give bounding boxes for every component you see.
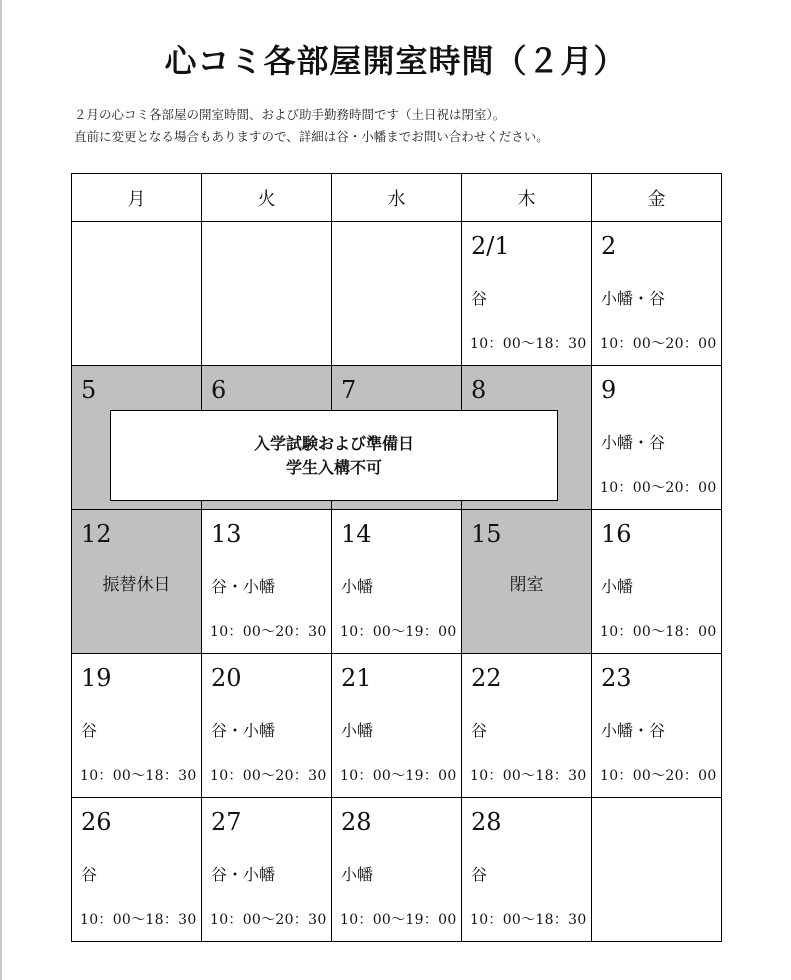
day-number: 27 <box>211 808 242 836</box>
day-number: 14 <box>341 520 372 548</box>
day-cell-empty <box>592 798 722 942</box>
day-cell <box>592 510 722 654</box>
day-number: 21 <box>341 664 372 692</box>
calendar-table <box>71 173 722 942</box>
day-cell <box>332 654 462 798</box>
week-row <box>72 654 722 798</box>
open-hours: 10：00〜18：30 <box>470 336 587 352</box>
day-cell <box>592 222 722 366</box>
week-row <box>72 510 722 654</box>
day-cell <box>592 366 722 510</box>
staff-names: 小幡・谷 <box>601 289 666 308</box>
exam-notice-line: 入学試験および準備日 <box>253 433 414 453</box>
staff-names: 小幡・谷 <box>601 721 666 740</box>
day-cell <box>202 654 332 798</box>
open-hours: 10：00〜18：00 <box>600 624 717 640</box>
open-hours: 10：00〜20：30 <box>210 768 327 784</box>
day-number: 2/1 <box>471 232 510 260</box>
day-cell <box>462 222 592 366</box>
staff-names: 谷 <box>81 865 98 884</box>
day-cell <box>72 798 202 942</box>
staff-names: 谷・小幡 <box>211 865 276 884</box>
day-number: 28 <box>471 808 502 836</box>
intro-text <box>74 104 549 148</box>
open-hours: 10：00〜20：00 <box>600 336 717 352</box>
day-number: 5 <box>81 376 97 404</box>
exam-notice-box <box>110 410 558 501</box>
open-hours: 10：00〜18：30 <box>80 768 197 784</box>
open-hours: 10：00〜19：00 <box>340 624 457 640</box>
day-number: 9 <box>601 376 617 404</box>
day-cell-empty <box>332 222 462 366</box>
day-cell <box>462 798 592 942</box>
day-number: 6 <box>211 376 227 404</box>
staff-names: 谷 <box>471 721 488 740</box>
day-number: 15 <box>471 520 502 548</box>
open-hours: 10：00〜19：00 <box>340 912 457 928</box>
day-number: 12 <box>81 520 112 548</box>
week-row <box>72 222 722 366</box>
staff-names: 小幡 <box>341 577 374 596</box>
day-number: 7 <box>341 376 357 404</box>
open-hours: 10：00〜20：00 <box>600 480 717 496</box>
closure-note: 閉室 <box>509 575 544 595</box>
staff-names: 谷 <box>471 865 488 884</box>
day-cell-empty <box>202 222 332 366</box>
week-row <box>72 798 722 942</box>
closure-note: 振替休日 <box>102 575 171 595</box>
staff-names: 谷 <box>81 721 98 740</box>
open-hours: 10：00〜20：30 <box>210 912 327 928</box>
day-number: 22 <box>471 664 502 692</box>
day-cell-closed <box>462 510 592 654</box>
staff-names: 小幡 <box>341 865 374 884</box>
open-hours: 10：00〜18：30 <box>80 912 197 928</box>
staff-names: 谷・小幡 <box>211 721 276 740</box>
weekday-header-row <box>72 174 722 222</box>
open-hours: 10：00〜18：30 <box>470 768 587 784</box>
day-number: 26 <box>81 808 112 836</box>
day-cell <box>462 654 592 798</box>
open-hours: 10：00〜19：00 <box>340 768 457 784</box>
weekday-header: 水 <box>332 174 462 222</box>
day-number: 19 <box>81 664 112 692</box>
staff-names: 小幡 <box>341 721 374 740</box>
day-cell <box>332 798 462 942</box>
intro-line: 直前に変更となる場合もありますので、詳細は谷・小幡までお問い合わせください。 <box>74 129 549 144</box>
day-cell <box>72 654 202 798</box>
staff-names: 小幡・谷 <box>601 433 666 452</box>
open-hours: 10：00〜20：30 <box>210 624 327 640</box>
open-hours: 10：00〜18：30 <box>470 912 587 928</box>
day-number: 8 <box>471 376 487 404</box>
day-cell-empty <box>72 222 202 366</box>
weekday-header: 月 <box>72 174 202 222</box>
day-number: 16 <box>601 520 632 548</box>
day-cell-closed <box>72 510 202 654</box>
exam-notice-line: 学生入構不可 <box>285 457 382 477</box>
staff-names: 谷・小幡 <box>211 577 276 596</box>
day-cell <box>202 798 332 942</box>
day-cell <box>332 510 462 654</box>
intro-line: ２月の心コミ各部屋の開室時間、および助手勤務時間です（土日祝は閉室）。 <box>74 107 506 122</box>
day-number: 2 <box>601 232 617 260</box>
weekday-header: 木 <box>462 174 592 222</box>
day-cell <box>202 510 332 654</box>
day-cell <box>592 654 722 798</box>
day-number: 28 <box>341 808 372 836</box>
day-number: 13 <box>211 520 242 548</box>
staff-names: 谷 <box>471 289 488 308</box>
weekday-header: 火 <box>202 174 332 222</box>
staff-names: 小幡 <box>601 577 634 596</box>
open-hours: 10：00〜20：00 <box>600 768 717 784</box>
day-number: 23 <box>601 664 632 692</box>
page-left-edge <box>0 0 2 980</box>
page-title: 心コミ各部屋開室時間（２月） <box>164 42 627 80</box>
weekday-header: 金 <box>592 174 722 222</box>
day-number: 20 <box>211 664 242 692</box>
